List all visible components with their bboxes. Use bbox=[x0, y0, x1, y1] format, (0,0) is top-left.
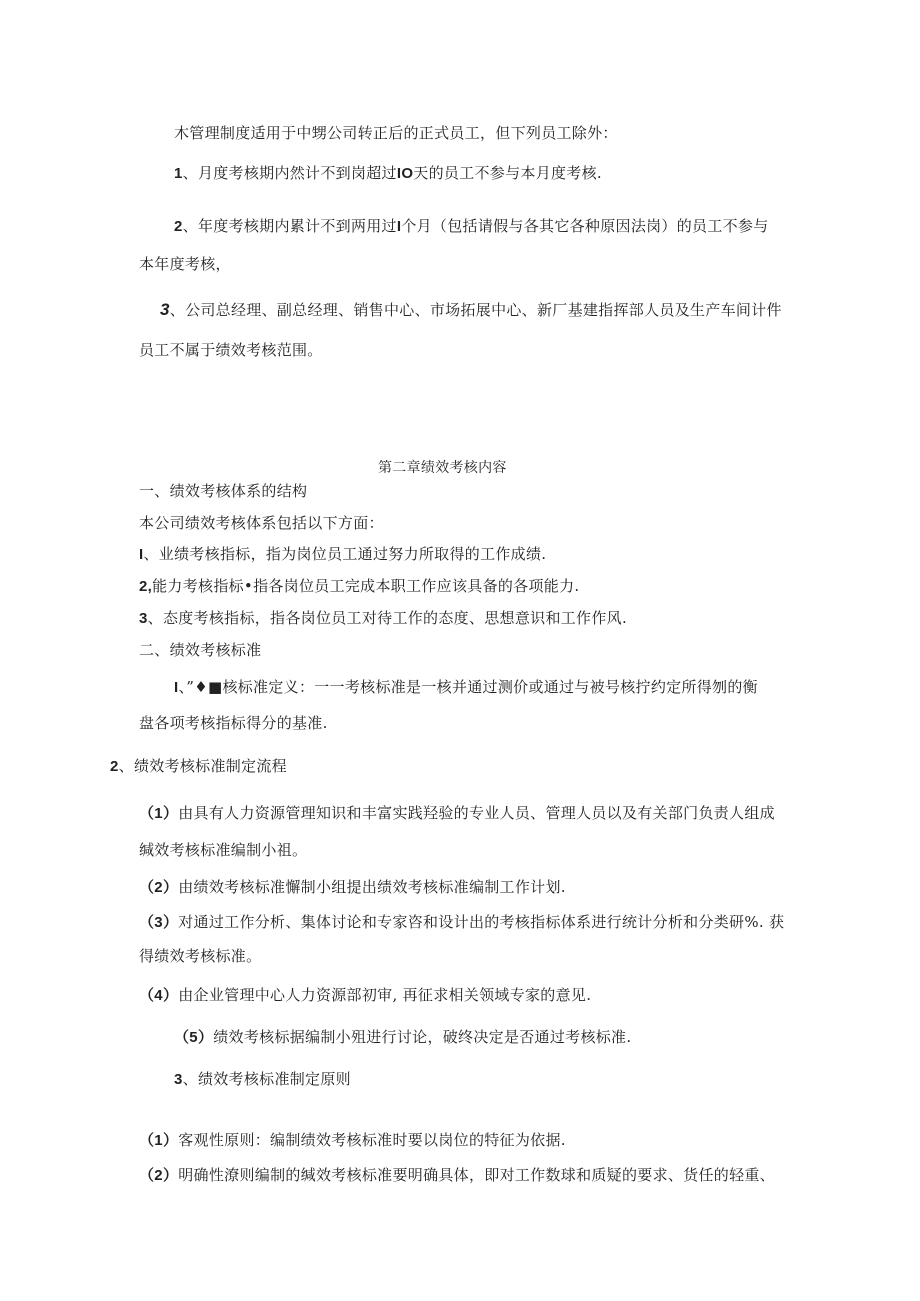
item-number: I bbox=[139, 546, 144, 563]
item-emphasis: I bbox=[396, 218, 402, 235]
scope-item-2-continuation: 本年度考核， bbox=[139, 255, 231, 273]
step-text: 由企业管理中心人力资源部初审, 再征求相关领域专家的意见. bbox=[178, 986, 592, 1004]
step-text: 由具有人力资源管理知识和丰富实践羟验的专业人员、管理人员以及有关部门负责人组成 bbox=[178, 804, 775, 822]
flow-step-1-continuation: 缄效考核标准编制小祖。 bbox=[139, 841, 308, 859]
item-number: 3 bbox=[174, 1071, 183, 1088]
flow-step-2 bbox=[139, 877, 566, 898]
step-text: 对通过工作分析、集体讨论和专家咨和设计出的考核指标体系进行统计分析和分类研%. 获 bbox=[178, 913, 785, 931]
item-text: 、年度考核期内累计不到两用过 bbox=[182, 217, 397, 235]
section-1-item-1 bbox=[139, 544, 546, 565]
step-number: （3） bbox=[139, 914, 179, 931]
section-2-item-3 bbox=[174, 1069, 351, 1090]
item-text: 能力考核指标•指各岗位员工完成本职工作应该具备的各项能力. bbox=[152, 577, 580, 595]
scope-item-3 bbox=[160, 300, 782, 320]
item-text: 、态度考核指标，指各岗位员工对待工作的态度、思想意识和工作作风. bbox=[147, 609, 628, 627]
section-1-item-2 bbox=[139, 576, 579, 597]
scope-item-3-continuation: 员工不属于绩效考核范围。 bbox=[139, 341, 323, 359]
item-number: 1 bbox=[174, 165, 183, 182]
item-emphasis: IO bbox=[396, 165, 414, 182]
principle-2 bbox=[139, 1165, 775, 1186]
section-2-item-1-continuation: 盘各项考核指标得分的基准. bbox=[139, 714, 328, 732]
principle-text: 编制的缄效考核标准要明确具体，即对工作数球和质疑的要求、货任的轻重、 bbox=[254, 1166, 775, 1184]
item-number: 2 bbox=[174, 218, 183, 235]
step-text: 由绩效考核标准懈制小组提出绩效考核标准编制工作计划. bbox=[178, 878, 566, 896]
item-number: 3 bbox=[160, 300, 170, 319]
item-text: 、业绩考核指标，指为岗位员工通过努力所取得的工作成绩. bbox=[143, 545, 547, 563]
item-number: I bbox=[174, 679, 179, 696]
chapter-title: 第二章绩效考核内容 bbox=[378, 460, 507, 476]
section-2-item-2 bbox=[110, 756, 287, 777]
flow-step-4 bbox=[139, 985, 591, 1006]
scope-item-2 bbox=[174, 216, 769, 237]
section-2-heading: 二、绩效考核标准 bbox=[139, 641, 262, 659]
step-number: （1） bbox=[139, 805, 179, 822]
step-number: （2） bbox=[139, 879, 179, 896]
flow-step-3-continuation: 得绩效考核标准。 bbox=[139, 947, 262, 965]
item-text: 、绩效考核标准制定原则 bbox=[182, 1070, 351, 1088]
principle-number: （2） bbox=[139, 1167, 179, 1184]
flow-step-3 bbox=[139, 912, 784, 933]
step-number: （4） bbox=[139, 987, 179, 1004]
step-number: （5） bbox=[174, 1029, 214, 1046]
item-text: 、”♦■核标准定义：一一考核标准是一核并通过测价或通过与被号核拧约定所得刎的衡 bbox=[178, 678, 758, 696]
item-text-rest: 个月（包括请假与各其它各种原因法岗）的员工不参与 bbox=[401, 217, 769, 235]
section-1-item-3 bbox=[139, 608, 627, 629]
principle-number: （1） bbox=[139, 1132, 179, 1149]
flow-step-5 bbox=[174, 1027, 631, 1048]
scope-item-1 bbox=[174, 163, 602, 184]
scope-intro: 木管理制度适用于中甥公司转正后的正式员工，但下列员工除外： bbox=[174, 124, 618, 142]
section-1-heading: 一、绩效考核体系的结构 bbox=[139, 482, 308, 500]
item-number: 2 bbox=[110, 758, 119, 775]
item-number: 3 bbox=[139, 610, 148, 627]
principle-title: 明确性潦则 bbox=[178, 1166, 255, 1184]
section-2-item-1 bbox=[174, 677, 758, 698]
flow-step-1 bbox=[139, 803, 775, 824]
item-text: 、绩效考核标准制定流程 bbox=[118, 757, 287, 775]
item-number: 2, bbox=[139, 578, 153, 595]
principle-1 bbox=[139, 1130, 566, 1151]
section-1-intro: 本公司绩效考核体系包括以下方面： bbox=[139, 514, 384, 532]
principle-text: 客观性原则：编制绩效考核标准时要以岗位的特征为依据. bbox=[178, 1131, 566, 1149]
item-text: 、月度考核期内然计不到岗超过 bbox=[182, 164, 397, 182]
item-text-rest: 天的员工不参与本月度考核. bbox=[413, 164, 602, 182]
step-text: 绩效考核标据编制小殂进行讨论，破终决定是否通过考核标准. bbox=[213, 1028, 632, 1046]
item-text: 、公司总经理、副总经理、销售中心、市场拓展中心、新厂基建指挥部人员及生产车间计件 bbox=[169, 301, 782, 319]
